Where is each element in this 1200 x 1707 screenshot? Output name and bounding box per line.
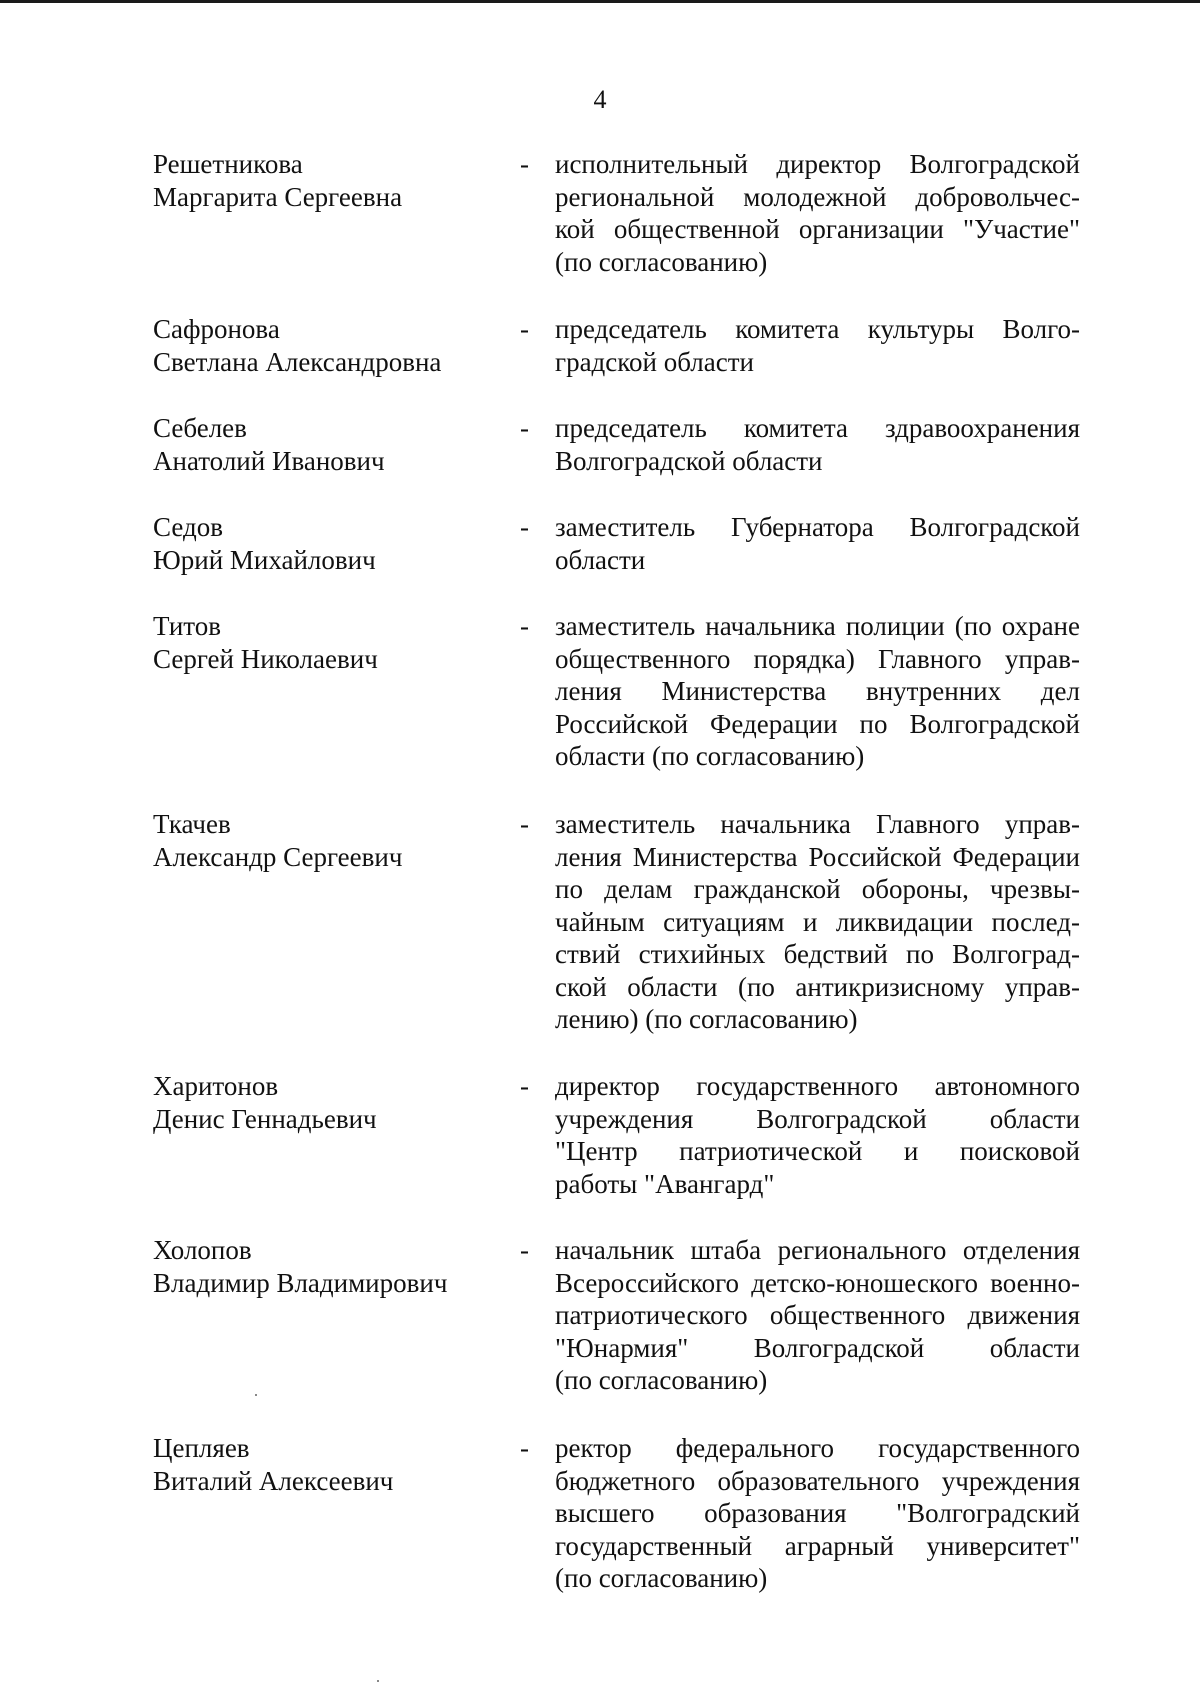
position-line: государственный аграрный университет" xyxy=(555,1530,1080,1561)
position-line: бюджетного образовательного учреждения xyxy=(555,1465,1080,1496)
position-line: области xyxy=(555,544,646,575)
position-line: ректор федерального государственного xyxy=(555,1433,1080,1463)
position-line: чайным ситуациям и ликвидации послед- xyxy=(555,906,1080,937)
member-given-names: Маргарита Сергеевна xyxy=(153,181,403,212)
scan-speck xyxy=(255,1394,257,1396)
member-position xyxy=(555,1432,1080,1595)
member-position xyxy=(555,610,1080,773)
member-surname: Решетникова xyxy=(153,149,303,179)
position-line: исполнительный директор Волгоградской xyxy=(555,149,1080,179)
position-line: председатель комитета культуры Волго- xyxy=(555,314,1080,344)
position-line: председатель комитета здравоохранения xyxy=(555,413,1080,443)
position-line: области (по согласованию) xyxy=(555,741,865,771)
member-name xyxy=(153,808,513,873)
member-name xyxy=(153,610,513,675)
member-surname: Харитонов xyxy=(153,1071,279,1101)
position-line: (по согласованию) xyxy=(555,246,768,277)
member-position xyxy=(555,808,1080,1036)
member-given-names: Виталий Алексеевич xyxy=(153,1465,394,1496)
member-name xyxy=(153,1070,513,1135)
position-line: учреждения Волгоградской области xyxy=(555,1103,1080,1134)
position-line: Волгоградской области xyxy=(555,445,823,476)
page-number: 4 xyxy=(593,85,607,114)
member-given-names: Светлана Александровна xyxy=(153,346,442,377)
entry-dash: - xyxy=(520,1071,529,1101)
member-given-names: Владимир Владимирович xyxy=(153,1267,448,1298)
member-surname: Седов xyxy=(153,512,223,542)
member-position xyxy=(555,313,1080,378)
member-given-names: Юрий Михайлович xyxy=(153,544,376,575)
entry-dash: - xyxy=(520,809,529,839)
position-line: высшего образования "Волгоградский xyxy=(555,1498,1080,1528)
member-surname: Титов xyxy=(153,611,221,641)
entry-dash: - xyxy=(520,413,529,443)
position-line: общественного порядка) Главного управ- xyxy=(555,643,1080,674)
member-name xyxy=(153,412,513,477)
entry-dash: - xyxy=(520,149,529,179)
position-line: региональной молодежной добровольчес- xyxy=(555,181,1080,212)
position-line: (по согласованию) xyxy=(555,1365,768,1395)
scan-speck xyxy=(377,1680,379,1682)
position-line: лению) (по согласованию) xyxy=(555,1004,858,1034)
member-name xyxy=(153,1234,513,1299)
entry-dash: - xyxy=(520,1433,529,1463)
position-line: "Юнармия" Волгоградской области xyxy=(555,1332,1080,1363)
position-line: градской области xyxy=(555,346,754,377)
member-position xyxy=(555,148,1080,278)
position-line: ствий стихийных бедствий по Волгоград- xyxy=(555,939,1080,969)
position-line: заместитель начальника полиции (по охране xyxy=(555,611,1080,641)
member-given-names: Денис Геннадьевич xyxy=(153,1103,377,1134)
member-surname: Ткачев xyxy=(153,809,231,839)
position-line: "Центр патриотической и поисковой xyxy=(555,1136,1080,1166)
top-border-line xyxy=(0,0,1200,3)
member-name xyxy=(153,313,513,378)
member-name xyxy=(153,1432,513,1497)
position-line: по делам гражданской обороны, чрезвы- xyxy=(555,874,1080,904)
position-line: Всероссийского детско-юношеского военно- xyxy=(555,1267,1080,1298)
member-given-names: Александр Сергеевич xyxy=(153,841,403,872)
position-line: работы "Авангард" xyxy=(555,1168,775,1199)
position-line: ления Министерства Российской Федерации xyxy=(555,841,1080,872)
position-line: заместитель Губернатора Волгоградской xyxy=(555,512,1080,542)
member-position xyxy=(555,412,1080,477)
member-position xyxy=(555,511,1080,576)
member-position xyxy=(555,1234,1080,1397)
member-surname: Себелев xyxy=(153,413,247,443)
position-line: ления Министерства внутренних дел xyxy=(555,676,1080,706)
entry-dash: - xyxy=(520,1235,529,1265)
member-given-names: Анатолий Иванович xyxy=(153,445,385,476)
position-line: кой общественной организации "Участие" xyxy=(555,214,1080,244)
entry-dash: - xyxy=(520,314,529,344)
member-surname: Сафронова xyxy=(153,314,280,344)
position-line: начальник штаба регионального отделения xyxy=(555,1235,1080,1265)
member-name xyxy=(153,148,513,213)
position-line: заместитель начальника Главного управ- xyxy=(555,809,1080,839)
position-line: ской области (по антикризисному управ- xyxy=(555,971,1080,1002)
position-line: (по согласованию) xyxy=(555,1563,768,1593)
member-given-names: Сергей Николаевич xyxy=(153,643,378,674)
member-name xyxy=(153,511,513,576)
member-position xyxy=(555,1070,1080,1200)
entry-dash: - xyxy=(520,611,529,641)
position-line: директор государственного автономного xyxy=(555,1071,1080,1101)
position-line: патриотического общественного движения xyxy=(555,1300,1080,1330)
member-surname: Холопов xyxy=(153,1235,252,1265)
member-surname: Цепляев xyxy=(153,1433,250,1463)
position-line: Российской Федерации по Волгоградской xyxy=(555,708,1080,739)
entry-dash: - xyxy=(520,512,529,542)
